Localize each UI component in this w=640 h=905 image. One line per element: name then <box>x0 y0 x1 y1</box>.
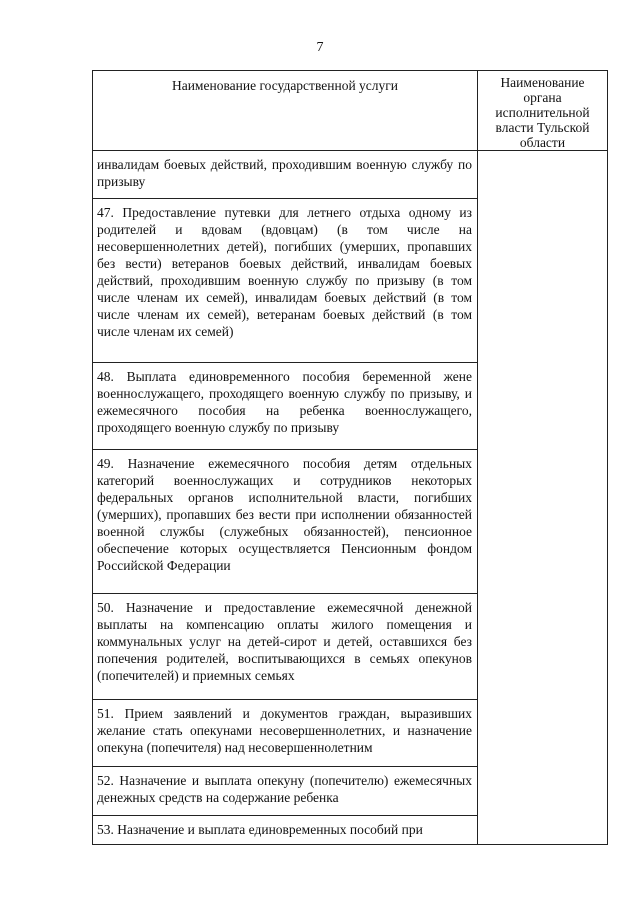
services-table <box>92 70 608 845</box>
service-text: 48. Выплата единовременного пособия беременной жене военнослужащего, проходящего военную службу по призыву, и ежемесячного пособия на ребенка военнослужащего, проходящего военную службу по призыву <box>97 368 472 435</box>
service-cell <box>93 815 478 844</box>
service-cell <box>93 199 478 362</box>
service-cell <box>93 699 478 767</box>
service-text: 49. Назначение ежемесячного пособия детям отдельных категорий военнослужащих и сотрудников некоторых федеральных органов исполнительной власти, погибших (умерших), пропавших без вести при исполнении обязанностей военной службы (служебных обязанностей), пенсионное обеспечение которых осуществляется Пенсионным фондом Российской Федерации <box>97 455 472 573</box>
table-row <box>93 151 608 199</box>
service-text: 53. Назначение и выплата единовременных пособий при <box>97 821 423 837</box>
table-header-row <box>93 71 608 151</box>
service-cell <box>93 767 478 815</box>
service-text: инвалидам боевых действий, проходившим военную службу по призыву <box>97 157 472 189</box>
service-text: 47. Предоставление путевки для летнего отдыха одному из родителей и вдовам (вдовцам) (в том числе на несовершеннолетних детей), погибших (умерших, пропавших без вести) ветеранов боевых действий, инвалидам боевых действий, проходившим военную службу по призыву (в том числе членам их семей), инвалидам боевых действий (в том числе членам их семей), ветеранам боевых действий (в том числе членам их семей) <box>97 205 472 340</box>
column-header-service-name: Наименование государственной услуги <box>93 71 478 151</box>
service-text: 52. Назначение и выплата опекуну (попечителю) ежемесячных денежных средств на содержание ребенка <box>97 773 472 806</box>
service-text: 51. Прием заявлений и документов граждан, выразивших желание стать опекунами несовершеннолетних, и назначение опекуна (попечителя) над несовершеннолетним <box>97 705 472 755</box>
column-header-authority-name: Наименование органа исполнительной власти Тульской области <box>478 71 608 151</box>
service-cell <box>93 593 478 699</box>
page-number: 7 <box>316 40 324 55</box>
service-text: 50. Назначение и предоставление ежемесячной денежной выплаты на компенсацию оплаты жилого помещения и коммунальных услуг на детей-сирот и детей, оставшихся без попечения родителей, воспитывающихся в семьях опекунов (попечителей) и приемных семьях <box>97 599 472 683</box>
service-cell <box>93 151 478 199</box>
authority-cell <box>478 151 608 845</box>
service-cell <box>93 362 478 449</box>
service-cell <box>93 449 478 593</box>
